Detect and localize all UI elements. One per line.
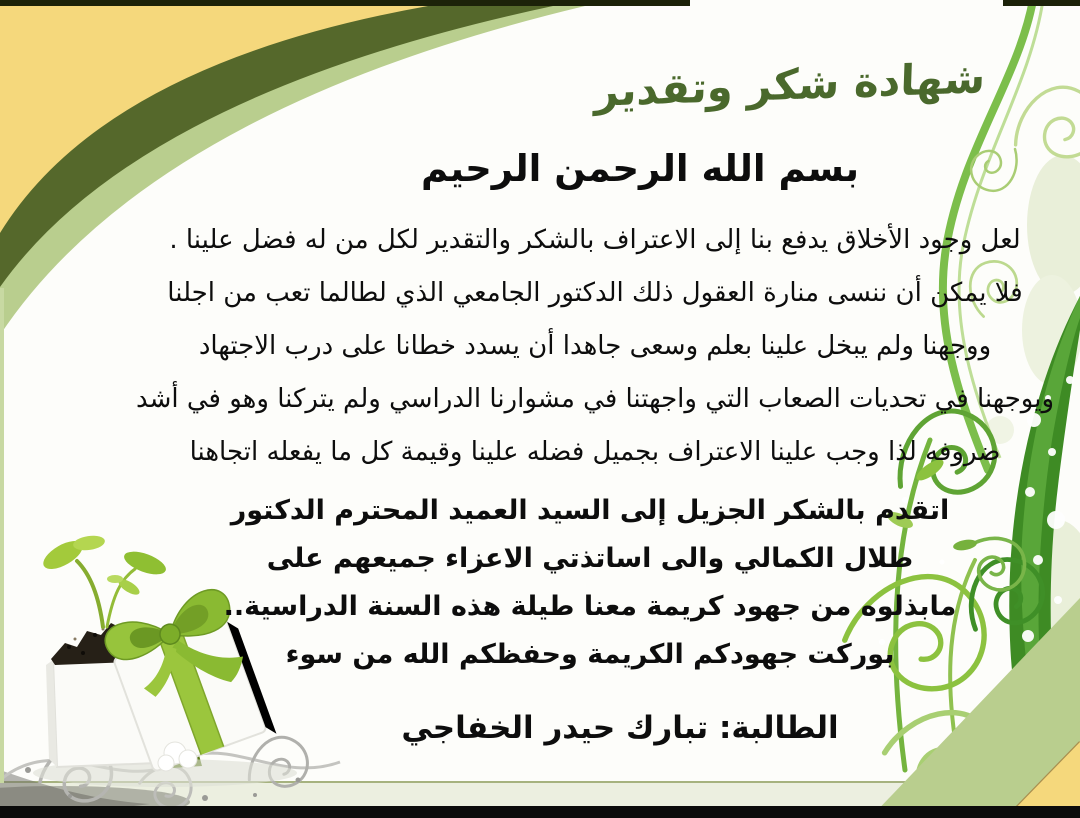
bottom-border xyxy=(0,806,1080,818)
body-line: لعل وجود الأخلاق يدفع بنا إلى الاعتراف بالشكر والتقدير لكل من له فضل علينا . xyxy=(169,225,1021,255)
body-paragraph xyxy=(120,214,1070,479)
body-line: ووجهنا ولم يبخل علينا بعلم وسعى جاهدا أن يسدد خطانا على درب الاجتهاد xyxy=(198,331,992,361)
dedication-line: طلال الكمالي والى اساتذتي الاعزاء جميعهم على xyxy=(266,543,914,574)
student-signature: الطالبة: تبارك حيدر الخفاجي xyxy=(401,710,839,746)
certificate-title: شهادة شكر وتقدير xyxy=(594,53,987,116)
dedication-paragraph xyxy=(190,487,990,679)
body-line: فلا يمكن أن ننسى منارة العقول ذلك الدكتور الجامعي الذي لطالما تعب من اجلنا xyxy=(167,278,1023,308)
body-line: ضروفه لذا وجب علينا الاعتراف بجميل فضله علينا وقيمة كل ما يفعله اتجاهنا xyxy=(189,437,1001,467)
basmala-text: بسم الله الرحمن الرحيم xyxy=(420,147,860,190)
dedication-line: مابذلوه من جهود كريمة معنا طيلة هذه السنة الدراسية.. xyxy=(223,591,957,622)
dedication-line: بوركت جهودكم الكريمة وحفظكم الله من سوء xyxy=(285,639,895,670)
body-line: ويوجهنا في تحديات الصعاب التي واجهتنا في مشوارنا الدراسي ولم يتركنا وهو في أشد xyxy=(135,384,1055,414)
dedication-line: اتقدم بالشكر الجزيل إلى السيد العميد المحترم الدكتور xyxy=(230,495,950,526)
left-border-strip xyxy=(0,288,4,783)
